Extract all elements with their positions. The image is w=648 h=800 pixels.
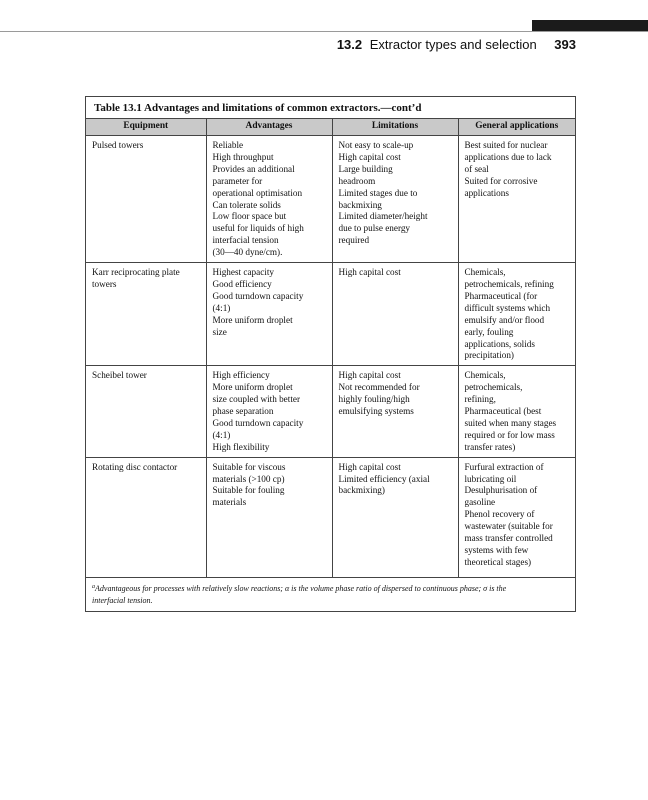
cell-line: refining, xyxy=(464,394,496,405)
cell-line: Good turndown capacity xyxy=(212,417,304,428)
cell-line: Provides an additional xyxy=(212,163,295,174)
footnote-line xyxy=(92,582,570,595)
footnote-text: Advantageous for processes with relatively slow reactions; α is the volume phase ratio of dispersed to continuous phase; σ is the xyxy=(95,584,507,593)
cell-line: High efficiency xyxy=(212,370,270,381)
cell-line: materials xyxy=(212,497,247,508)
cell-equipment xyxy=(86,457,206,577)
cell-line: Pharmaceutical (best xyxy=(464,406,542,417)
cell-line: High capital cost xyxy=(338,151,401,162)
table-caption: Table 13.1 Advantages and limitations of common extractors.—cont’d xyxy=(94,102,422,114)
cell-line: Desulphurisation of xyxy=(464,485,538,496)
cell-line: materials (>100 cp) xyxy=(212,473,285,484)
cell-line: Rotating disc contactor xyxy=(92,461,178,472)
cell-line: transfer rates) xyxy=(464,441,516,452)
cell-line: precipitation) xyxy=(464,350,514,361)
cell-line: Good efficiency xyxy=(212,278,272,289)
cell-line: highly fouling/high xyxy=(338,394,410,405)
cell-advantages xyxy=(206,457,332,577)
cell-line: interfacial tension xyxy=(212,235,279,246)
cell-line: suited when many stages xyxy=(464,417,557,428)
table-row xyxy=(86,263,575,366)
cell-advantages xyxy=(206,366,332,457)
cell-line: difficult systems which xyxy=(464,302,551,313)
cell-limitations xyxy=(332,457,458,577)
cell-line: Scheibel tower xyxy=(92,370,147,381)
cell-line: Suited for corrosive xyxy=(464,175,538,186)
cell-line: (4:1) xyxy=(212,302,231,313)
cell-line: More uniform droplet xyxy=(212,382,293,393)
cell-line: Furfural extraction of xyxy=(464,461,544,472)
cell-line: High capital cost xyxy=(338,461,401,472)
cell-line: petrochemicals, refining xyxy=(464,278,554,289)
table-row xyxy=(86,366,575,457)
cell-equipment xyxy=(86,263,206,366)
cell-line: applications due to lack xyxy=(464,151,552,162)
cell-line: Not easy to scale-up xyxy=(338,140,414,150)
column-header-advantages: Advantages xyxy=(206,119,332,136)
cell-applications xyxy=(458,457,575,577)
cell-line: applications xyxy=(464,187,509,198)
cell-limitations xyxy=(332,366,458,457)
cell-line: petrochemicals, xyxy=(464,382,523,393)
cell-line: towers xyxy=(92,278,117,289)
cell-limitations xyxy=(332,263,458,366)
cell-applications xyxy=(458,366,575,457)
cell-line: (4:1) xyxy=(212,429,231,440)
table-frame xyxy=(85,96,576,612)
cell-line: gasoline xyxy=(464,497,496,508)
cell-line: wastewater (suitable for xyxy=(464,521,553,532)
cell-limitations xyxy=(332,136,458,263)
cell-line: Good turndown capacity xyxy=(212,290,304,301)
cell-equipment xyxy=(86,366,206,457)
cell-line: applications, solids xyxy=(464,338,535,349)
cell-line: lubricating oil xyxy=(464,473,517,484)
cell-line: High capital cost xyxy=(338,267,401,278)
cell-line: due to pulse energy xyxy=(338,223,411,234)
cell-line: operational optimisation xyxy=(212,187,303,198)
footnote-marker: a xyxy=(92,584,95,590)
cell-line: required xyxy=(338,235,370,246)
cell-line: size xyxy=(212,326,227,337)
cell-line: Phenol recovery of xyxy=(464,509,535,520)
section-title: Extractor types and selection xyxy=(369,37,537,52)
cell-line: Pharmaceutical (for xyxy=(464,290,538,301)
cell-line: theoretical stages) xyxy=(464,556,532,567)
cell-line: of seal xyxy=(464,163,489,174)
cell-applications xyxy=(458,136,575,263)
cell-line: Suitable for fouling xyxy=(212,485,285,496)
cell-line: Limited efficiency (axial xyxy=(338,473,430,484)
table-row xyxy=(86,457,575,577)
cell-advantages xyxy=(206,263,332,366)
cell-line: emulsify and/or flood xyxy=(464,314,545,325)
cell-line: Suitable for viscous xyxy=(212,461,286,472)
cell-line: phase separation xyxy=(212,406,274,417)
section-number: 13.2 xyxy=(336,37,363,52)
page-number: 393 xyxy=(554,37,576,52)
cell-line: size coupled with better xyxy=(212,394,301,405)
cell-line: parameter for xyxy=(212,175,263,186)
column-header-equipment: Equipment xyxy=(86,119,206,136)
cell-line: Limited stages due to xyxy=(338,187,418,198)
cell-line: Reliable xyxy=(212,140,244,150)
cell-line: Limited diameter/height xyxy=(338,211,428,222)
column-header-applications: General applications xyxy=(458,119,575,136)
cell-line: Can tolerate solids xyxy=(212,199,281,210)
extractors-table xyxy=(86,118,575,578)
cell-line: Low floor space but xyxy=(212,211,287,222)
cell-line: Chemicals, xyxy=(464,370,506,381)
table-header-row xyxy=(86,119,575,136)
cell-line: Best suited for nuclear xyxy=(464,140,548,150)
cell-line: High capital cost xyxy=(338,370,401,381)
cell-line: High throughput xyxy=(212,151,274,162)
cell-line: Large building xyxy=(338,163,393,174)
cell-line: Chemicals, xyxy=(464,267,506,278)
cell-line: emulsifying systems xyxy=(338,406,414,417)
cell-line: systems with few xyxy=(464,545,529,555)
cell-line: Karr reciprocating plate xyxy=(92,267,180,278)
cell-line: useful for liquids of high xyxy=(212,223,304,234)
table-row xyxy=(86,136,575,263)
table-footnote xyxy=(92,582,570,606)
footnote-line: interfacial tension. xyxy=(92,595,153,605)
cell-line: High flexibility xyxy=(212,441,270,452)
running-head xyxy=(337,37,576,52)
cell-line: Not recommended for xyxy=(338,382,420,393)
cell-line: backmixing) xyxy=(338,485,385,496)
cell-line: early, fouling xyxy=(464,326,514,337)
cell-line: Highest capacity xyxy=(212,267,274,278)
cell-line: headroom xyxy=(338,175,376,186)
cell-equipment xyxy=(86,136,206,263)
cell-line: More uniform droplet xyxy=(212,314,293,325)
cell-applications xyxy=(458,263,575,366)
column-header-limitations: Limitations xyxy=(332,119,458,136)
cell-advantages xyxy=(206,136,332,263)
cell-line: backmixing xyxy=(338,199,382,210)
cell-line: (30—40 dyne/cm). xyxy=(212,247,283,258)
header-rule xyxy=(0,31,648,32)
cell-line: required or for low mass xyxy=(464,429,555,440)
cell-line: mass transfer controlled xyxy=(464,533,553,544)
cell-line: Pulsed towers xyxy=(92,140,144,150)
